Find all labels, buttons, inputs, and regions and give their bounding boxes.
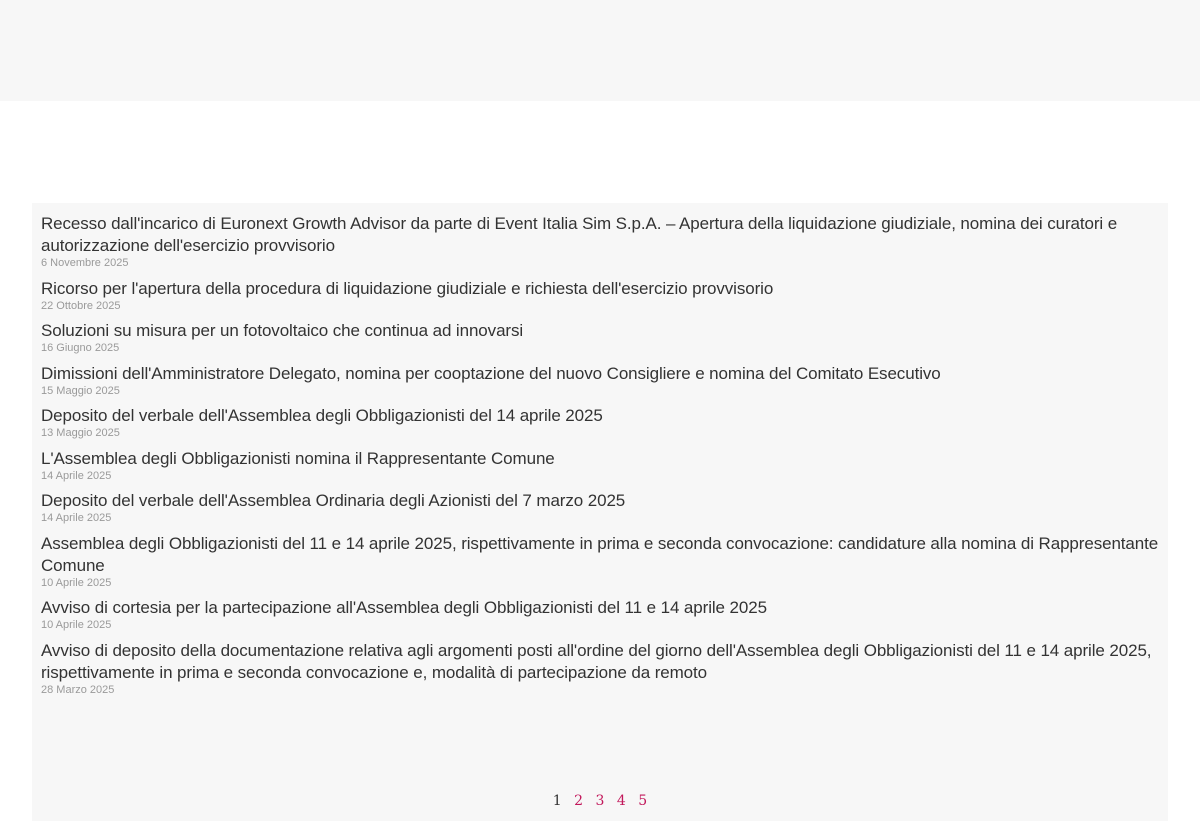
news-title-link[interactable]: Dimissioni dell'Amministratore Delegato, nomina per cooptazione del nuovo Consigliere e nomina del Comitato Esecutivo [41,363,941,383]
news-item [41,213,1159,269]
page-link-5[interactable]: 5 [638,793,648,809]
news-date: 6 Novembre 2025 [41,257,129,269]
news-title-link[interactable]: Deposito del verbale dell'Assemblea degli Obbligazionisti del 14 aprile 2025 [41,406,603,425]
page-current: 1 [552,793,562,809]
news-date: 10 Aprile 2025 [41,576,112,589]
news-item [41,320,1159,354]
news-title-link[interactable]: Avviso di cortesia per la partecipazione all'Assemblea degli Obbligazionisti del 11 e 14 aprile 2025 [41,598,767,617]
news-title-link[interactable]: Deposito del verbale dell'Assemblea Ordinaria degli Azionisti del 7 marzo 2025 [41,491,626,510]
header-band [0,0,1200,101]
news-title-link[interactable]: Soluzioni su misura per un fotovoltaico che continua ad innovarsi [41,321,524,340]
news-item [41,278,1159,312]
news-date: 16 Giugno 2025 [41,342,120,354]
news-date: 10 Aprile 2025 [41,619,112,631]
news-date: 13 Maggio 2025 [41,427,120,439]
news-date: 15 Maggio 2025 [41,384,120,397]
news-date: 28 Marzo 2025 [41,683,115,696]
page-link-4[interactable]: 4 [616,793,626,809]
pagination [32,793,1168,809]
news-title-link[interactable]: Avviso di deposito della documentazione relativa agli argomenti posti all'ordine del giorno dell'Assemblea degli Obbligazionisti del 11 e 14 aprile 2025, rispettivamente in prima e seconda convocazione e, modalità di partecipazione da remoto [41,640,1152,682]
news-item [41,448,1159,482]
news-title-link[interactable]: Assemblea degli Obbligazionisti del 11 e 14 aprile 2025, rispettivamente in prima e seconda convocazione: candidature alla nomina di Rappresentante Comune [41,533,1159,575]
news-date: 22 Ottobre 2025 [41,299,121,312]
news-panel [32,203,1168,821]
news-title-link[interactable]: Ricorso per l'apertura della procedura di liquidazione giudiziale e richiesta dell'esercizio provvisorio [41,278,774,298]
page-link-3[interactable]: 3 [595,793,605,809]
news-item [41,363,1159,397]
news-item [41,640,1159,696]
news-title-link[interactable]: Recesso dall'incarico di Euronext Growth Advisor da parte di Event Italia Sim S.p.A. – Apertura della liquidazione giudiziale, nomina dei curatori e autorizzazione dell'esercizio provvisorio [41,214,1118,255]
news-item [41,597,1159,631]
news-date: 14 Aprile 2025 [41,512,112,524]
news-item [41,405,1159,439]
news-title-link[interactable]: L'Assemblea degli Obbligazionisti nomina il Rappresentante Comune [41,448,555,468]
news-item [41,490,1159,524]
news-date: 14 Aprile 2025 [41,469,112,482]
news-list [41,213,1159,696]
page-link-2[interactable]: 2 [574,793,584,809]
news-item [41,533,1159,589]
